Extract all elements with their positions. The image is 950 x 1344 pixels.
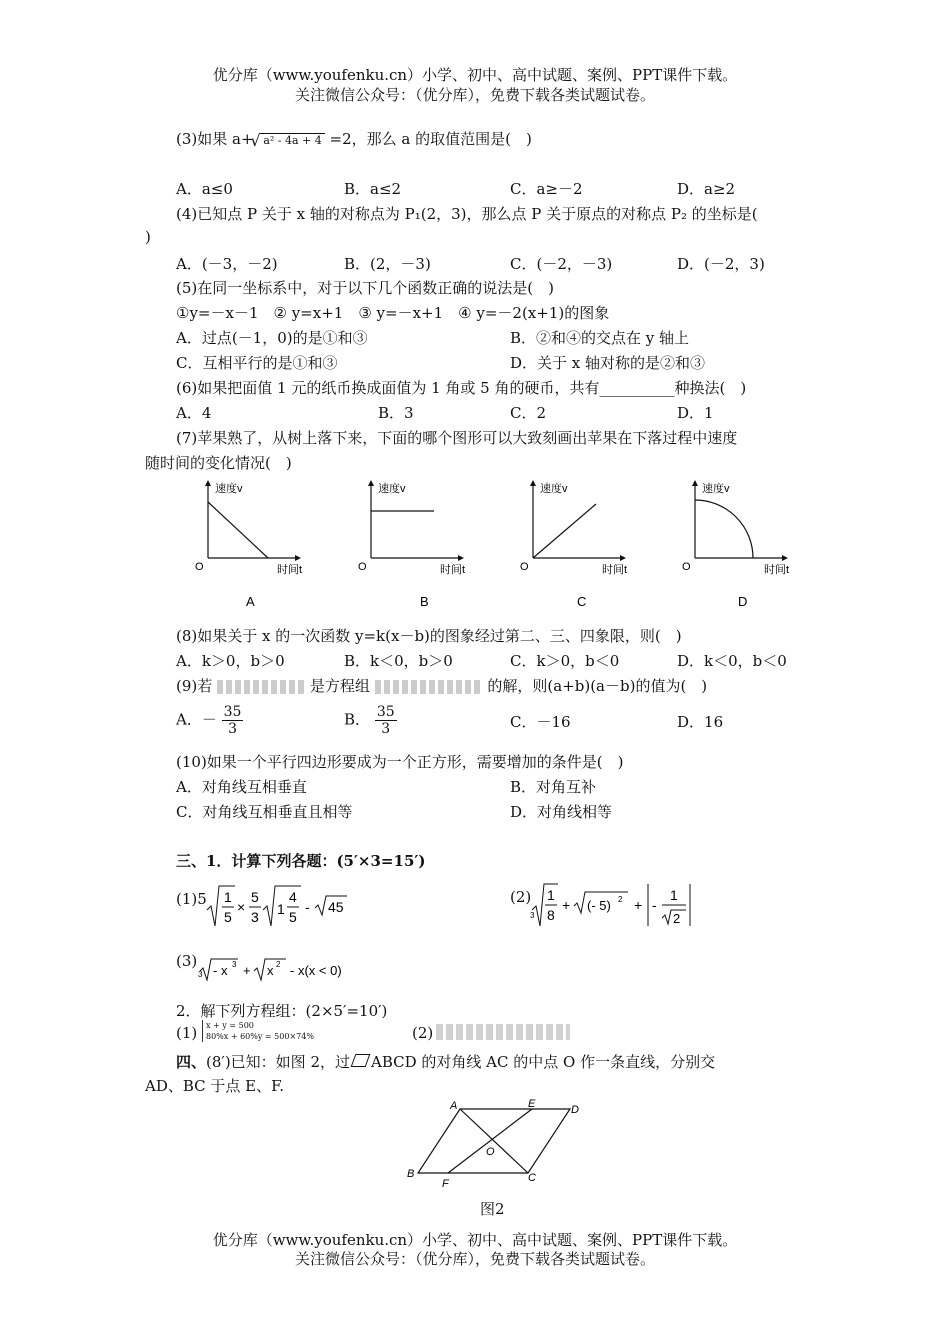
section4-line2: AD、BC 于点 E、F. (145, 1077, 284, 1095)
q9-option-b (344, 704, 397, 737)
graph-d-caption: D (738, 594, 748, 609)
section4-line1 (176, 1051, 715, 1072)
svg-text:5: 5 (224, 909, 232, 925)
section3b-title: 2．解下列方程组：(2×5′=10′) (176, 1002, 388, 1020)
q3-option-a: A．a≤0 (176, 180, 233, 198)
graph-a-line (208, 502, 268, 558)
graph-b (348, 478, 478, 613)
q3-post: =2，那么 a 的取值范围是( ) (329, 130, 532, 148)
graph-d-xlabel: 时间t (764, 564, 790, 576)
svg-text:1: 1 (670, 887, 678, 903)
svg-text:+: + (562, 897, 571, 913)
q9-solution-blurred (217, 680, 305, 694)
q5-option-b: B．②和④的交点在 y 轴上 (510, 329, 690, 347)
q4-option-c: C．(－2，－3) (510, 255, 613, 273)
q9-option-a-num: 35 (223, 704, 242, 720)
q9-option-a-prefix: A．－ (176, 710, 217, 729)
svg-text:4: 4 (289, 889, 297, 905)
q9-stem (176, 675, 707, 696)
q9-option-c: C．－16 (510, 713, 571, 731)
label-c: C (528, 1172, 536, 1184)
q10-stem: (10)如果一个平行四边形要成为一个正方形，需要增加的条件是( ) (176, 753, 624, 771)
q3-option-b: B．a≤2 (344, 180, 402, 198)
svg-text:2: 2 (276, 960, 281, 969)
q8-stem: (8)如果关于 x 的一次函数 y=k(x－b)的图象经过第二、三、四象限，则( ) (176, 627, 682, 645)
svg-text:- x: - x (213, 963, 228, 978)
q9-post: 的解，则(a+b)(a－b)的值为( ) (487, 677, 708, 695)
q6-option-c: C．2 (510, 404, 547, 422)
q3-option-c: C．a≥－2 (510, 180, 583, 198)
calc-3-tail: - x(x < 0) (290, 963, 342, 978)
svg-text:+: + (634, 897, 643, 913)
q6-option-a: A．4 (176, 404, 212, 422)
graph-c-caption: C (577, 594, 587, 609)
graph-b-origin: O (358, 561, 367, 573)
q5-functions: ①y=－x－1 ② y=x+1 ③ y=－x+1 ④ y=－2(x+1)的图象 (176, 304, 610, 322)
q4-option-d: D．(－2，3) (677, 255, 765, 273)
section3-title: 三、1．计算下列各题：(5′×3=15′) (176, 852, 426, 870)
q5-option-d: D．关于 x 轴对称的是②和③ (510, 354, 706, 372)
q4-option-b: B．(2，－3) (344, 255, 431, 273)
q3-radical: √ a² - 4a + 4 (260, 133, 324, 147)
q9-option-b-prefix: B． (344, 710, 371, 729)
svg-text:3: 3 (251, 909, 259, 925)
system-1 (202, 1020, 314, 1042)
q9-option-b-den: 3 (381, 721, 391, 737)
header-line-1: 优分库（www.youfenku.cn）小学、初中、高中试题、案例、PPT课件下载。 (212, 66, 738, 84)
q3-option-d: D．a≥2 (677, 180, 736, 198)
label-o: O (486, 1146, 495, 1158)
q7-stem-1: (7)苹果熟了，从树上落下来，下面的哪个图形可以大致刻画出苹果在下落过程中速度 (176, 429, 738, 447)
q7-stem-2: 随时间的变化情况( ) (145, 454, 292, 472)
svg-text:1: 1 (547, 887, 555, 903)
svg-text:8: 8 (547, 907, 555, 923)
q8-option-d: D．k＜0，b＜0 (677, 652, 787, 670)
footer-line-1: 优分库（www.youfenku.cn）小学、初中、高中试题、案例、PPT课件下载。 (212, 1231, 738, 1249)
label-e: E (528, 1098, 536, 1110)
q3-pre: (3)如果 a+ (176, 130, 254, 148)
parallelogram-icon (351, 1054, 371, 1067)
q5-option-a: A．过点(－1，0)的是①和③ (176, 329, 368, 347)
calc-1-expression (205, 882, 355, 932)
svg-text:2: 2 (618, 895, 623, 904)
section4-text-b: ABCD 的对角线 AC 的中点 O 作一条直线，分别交 (370, 1053, 716, 1071)
svg-text:45: 45 (328, 899, 344, 915)
label-d: D (571, 1104, 579, 1116)
svg-text:5: 5 (289, 909, 297, 925)
q8-option-a: A．k＞0，b＞0 (176, 652, 285, 670)
svg-text:3: 3 (232, 960, 237, 969)
graph-c-origin: O (520, 561, 529, 573)
section4-text-a: (8′)已知：如图 2，过 (206, 1053, 350, 1071)
q9-option-d: D．16 (677, 713, 724, 731)
footer-line-2: 关注微信公众号：（优分库），免费下载各类试题试卷。 (294, 1250, 655, 1268)
svg-text:1: 1 (224, 889, 232, 905)
q10-option-d: D．对角线相等 (510, 803, 613, 821)
svg-text:-: - (305, 899, 310, 915)
graph-a-origin: O (195, 561, 204, 573)
calc-2-label: (2) (510, 888, 532, 906)
q9-system-blurred (375, 680, 483, 694)
system-1-eq-b: 80%x + 60%y = 500×74% (206, 1032, 314, 1041)
graph-c-ylabel: 速度v (540, 483, 568, 495)
q9-mid: 是方程组 (309, 677, 370, 695)
diagonal-ac (460, 1109, 528, 1173)
q6-option-b: B．3 (378, 404, 414, 422)
label-a: A (450, 1100, 458, 1112)
q10-option-b: B．对角互补 (510, 778, 597, 796)
graph-b-xlabel: 时间t (440, 564, 466, 576)
graph-a-ylabel: 速度v (215, 483, 243, 495)
q10-option-a: A．对角线互相垂直 (176, 778, 307, 796)
graph-b-caption: B (420, 594, 429, 609)
graph-a-xlabel: 时间t (277, 564, 303, 576)
line-ef (448, 1109, 532, 1173)
q6-stem: (6)如果把面值 1 元的纸币换成面值为 1 角或 5 角的硬币，共有__________种换法( ) (176, 379, 747, 397)
q9-pre: (9)若 (176, 677, 213, 695)
q8-option-c: C．k＞0，b＜0 (510, 652, 620, 670)
q10-option-c: C．对角线互相垂直且相等 (176, 803, 353, 821)
q9-option-a-den: 3 (228, 721, 237, 737)
q5-option-c: C．互相平行的是①和③ (176, 354, 338, 372)
q8-option-b: B．k＜0，b＞0 (344, 652, 453, 670)
q4-option-a: A．(－3，－2) (176, 255, 278, 273)
svg-text:-: - (652, 897, 657, 913)
q3-stem (176, 128, 532, 149)
graph-b-ylabel: 速度v (378, 483, 406, 495)
graph-d-origin: O (682, 561, 691, 573)
figure-2-caption: 图2 (480, 1200, 505, 1218)
svg-text:2: 2 (673, 911, 681, 926)
system-1-eq-a: x + y = 500 (206, 1021, 254, 1030)
calc-1-label: (1)5 (176, 890, 207, 908)
figure-2 (400, 1095, 590, 1195)
calc-3-label: (3) (176, 952, 198, 970)
label-f: F (442, 1178, 449, 1190)
q4-stem: (4)已知点 P 关于 x 轴的对称点为 P₁(2，3)，那么点 P 关于原点的对称点 P₂ 的坐标是( (176, 205, 758, 223)
svg-text:x: x (267, 963, 274, 978)
graph-d-ylabel: 速度v (702, 483, 730, 495)
graph-d (672, 478, 802, 613)
q5-stem: (5)在同一坐标系中，对于以下几个函数正确的说法是( ) (176, 279, 554, 297)
system-1-label: (1) (176, 1024, 198, 1042)
svg-text:1: 1 (277, 901, 285, 917)
q9-option-a (176, 704, 243, 737)
graph-d-curve (695, 500, 753, 558)
svg-text:(- 5): (- 5) (587, 898, 611, 913)
q4-stem-cont: ) (145, 228, 151, 246)
system-2-blurred (436, 1024, 570, 1040)
graph-c (510, 478, 640, 613)
graph-c-line (533, 504, 596, 558)
graph-a-caption: A (246, 594, 255, 609)
svg-text:3: 3 (198, 970, 203, 979)
calc-2-expression (530, 880, 700, 930)
q6-option-d: D．1 (677, 404, 714, 422)
svg-text:+: + (243, 963, 251, 978)
section4-label: 四、 (176, 1053, 207, 1071)
svg-text:5: 5 (251, 889, 259, 905)
svg-text:×: × (237, 899, 246, 915)
label-b: B (407, 1168, 415, 1180)
calc-3-expression (198, 955, 368, 985)
system-2-label: (2) (412, 1024, 434, 1042)
graph-c-xlabel: 时间t (602, 564, 628, 576)
svg-text:3: 3 (530, 911, 535, 920)
q9-option-b-num: 35 (376, 704, 395, 720)
header-line-2: 关注微信公众号：（优分库），免费下载各类试题试卷。 (294, 86, 655, 104)
graph-a (185, 478, 315, 613)
